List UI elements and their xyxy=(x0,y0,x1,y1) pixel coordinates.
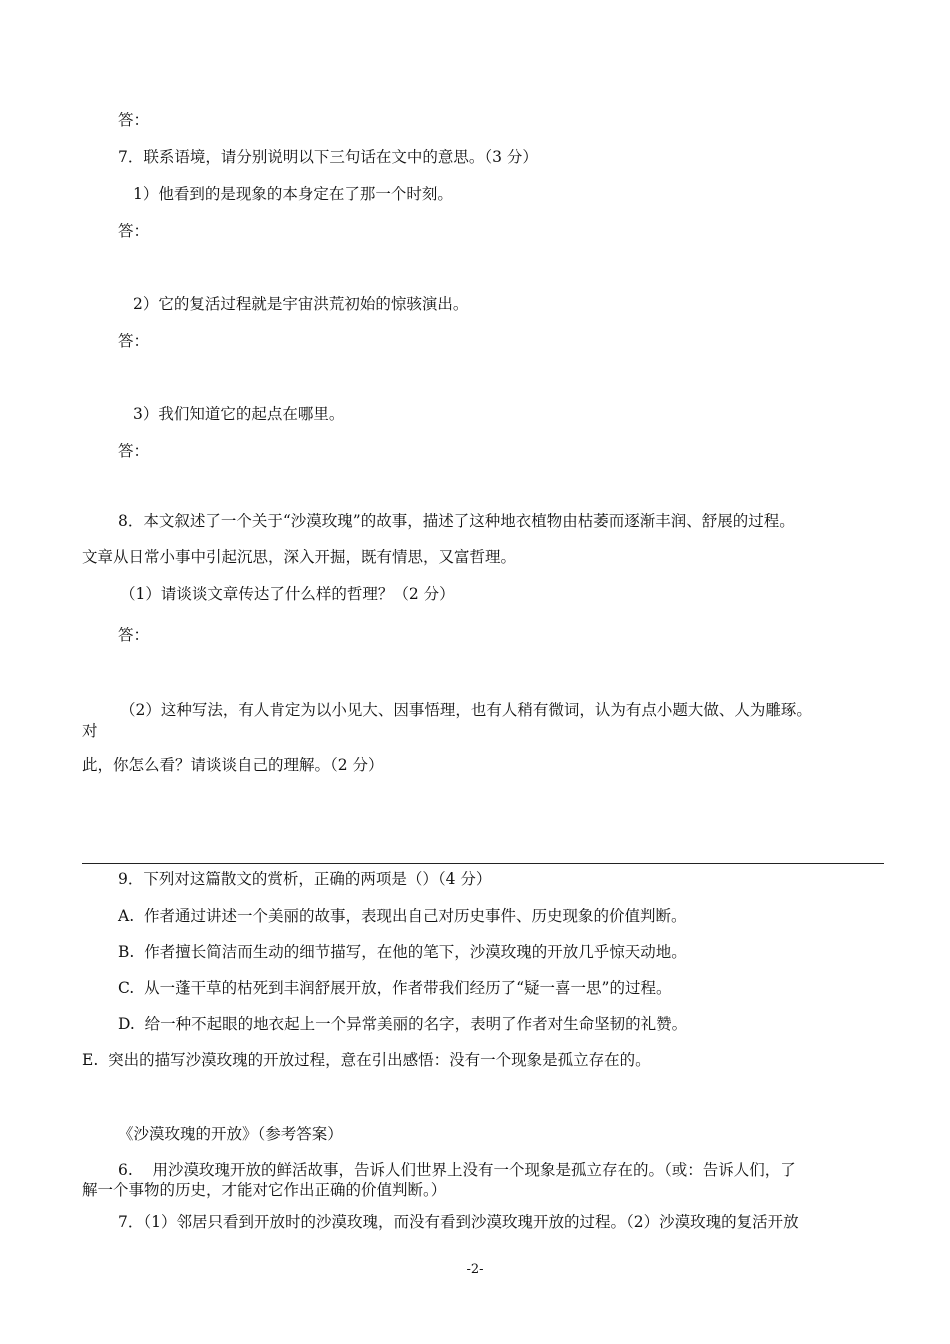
answer-key-title: 《沙漠玫瑰的开放》（参考答案） xyxy=(118,1125,343,1143)
answer-label: 答： xyxy=(118,442,150,460)
question-7-stem: 7．联系语境，请分别说明以下三句话在文中的意思。（3 分） xyxy=(118,148,538,166)
option-b xyxy=(118,942,687,962)
question-8-sub-1: （1）请谈谈文章传达了什么样的哲理？（2 分） xyxy=(120,585,455,603)
option-d xyxy=(118,1014,687,1034)
answer-rule-line xyxy=(82,863,884,864)
option-text: 从一蓬干草的枯死到丰润舒展开放，作者带我们经历了“疑一喜一思”的过程。 xyxy=(144,979,672,997)
answer-label: 答： xyxy=(118,626,150,644)
answer-label: 答： xyxy=(118,222,150,240)
answer-label: 答： xyxy=(118,111,150,129)
option-letter: B. xyxy=(118,943,135,961)
option-letter: E. xyxy=(82,1051,99,1069)
option-text: 突出的描写沙漠玫瑰的开放过程，意在引出感悟：没有一个现象是孤立存在的。 xyxy=(108,1051,651,1069)
option-e xyxy=(82,1050,651,1070)
question-7-item-1: 1）他看到的是现象的本身定在了那一个时刻。 xyxy=(133,185,453,203)
answer-text: 用沙漠玫瑰开放的鲜活故事，告诉人们世界上没有一个现象是孤立存在的。（或：告诉人们，了 xyxy=(152,1161,796,1179)
answer-label: 答： xyxy=(118,332,150,350)
option-a xyxy=(118,906,687,926)
question-8-stem: 8．本文叙述了一个关于“沙漠玫瑰”的故事，描述了这种地衣植物由枯萎而逐渐丰润、舒展的过程。 xyxy=(118,512,795,530)
question-8-sub-2: （2）这种写法，有人肯定为以小见大、因事悟理，也有人稍有微词，认为有点小题大做、人为雕琢。 xyxy=(120,701,812,719)
option-text: 给一种不起眼的地衣起上一个异常美丽的名字，表明了作者对生命坚韧的礼赞。 xyxy=(144,1015,688,1033)
question-8-sub-2-continued: 此，你怎么看？请谈谈自己的理解。（2 分） xyxy=(82,756,384,774)
answer-6-continued: 解一个事物的历史，才能对它作出正确的价值判断。） xyxy=(82,1181,447,1199)
option-text: 作者通过讲述一个美丽的故事，表现出自己对历史事件、历史现象的价值判断。 xyxy=(143,907,687,925)
answer-number: 6. xyxy=(118,1161,133,1179)
question-8-sub-2-wrap: 对 xyxy=(82,722,98,740)
option-letter: C. xyxy=(118,979,135,997)
question-8-stem-continued: 文章从日常小事中引起沉思，深入开掘，既有情思，又富哲理。 xyxy=(82,548,517,566)
question-9-stem: 9．下列对这篇散文的赏析，正确的两项是（）（4 分） xyxy=(118,870,492,888)
option-letter: D. xyxy=(118,1015,135,1033)
page-number: -2- xyxy=(466,1262,484,1277)
option-text: 作者擅长简洁而生动的细节描写，在他的笔下，沙漠玫瑰的开放几乎惊天动地。 xyxy=(144,943,687,961)
question-7-item-2: 2）它的复活过程就是宇宙洪荒初始的惊骇演出。 xyxy=(133,295,469,313)
answer-7: 7．（1）邻居只看到开放时的沙漠玫瑰，而没有看到沙漠玫瑰开放的过程。（2）沙漠玫瑰的复活开放 xyxy=(118,1213,799,1231)
option-letter: A. xyxy=(118,907,135,925)
question-7-item-3: 3）我们知道它的起点在哪里。 xyxy=(133,405,345,423)
option-c xyxy=(118,978,671,998)
answer-6 xyxy=(118,1160,796,1180)
